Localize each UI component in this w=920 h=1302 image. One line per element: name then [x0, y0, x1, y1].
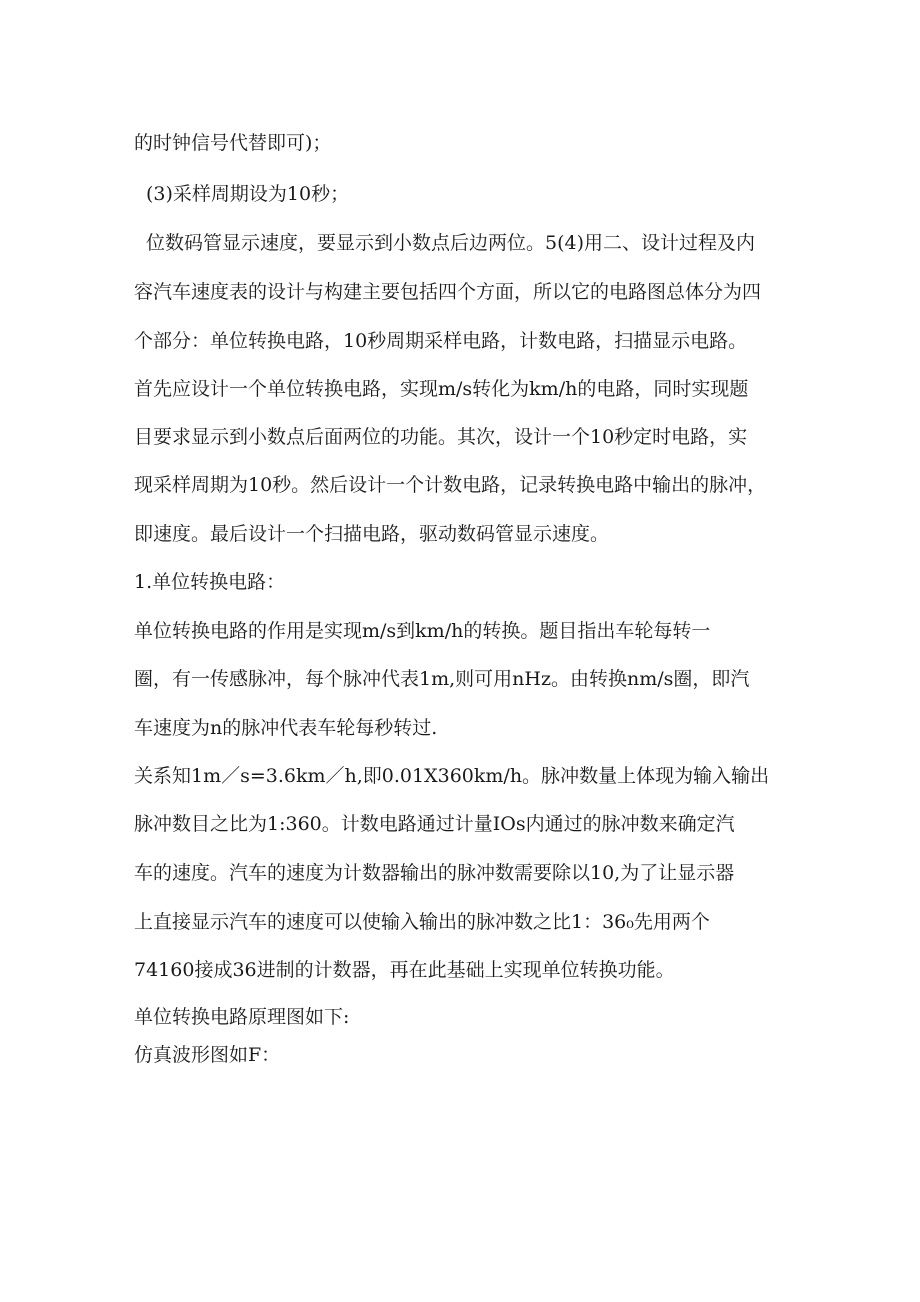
text-line: 单位转换电路原理图如下: — [134, 1006, 350, 1028]
text-line: 的时钟信号代替即可)； — [134, 132, 332, 154]
text-line: 首先应设计一个单位转换电路，实现m/s转化为km/h的电路，同时实现题 — [134, 378, 749, 400]
text-line: 74160接成36进制的计数器，再在此基础上实现单位转换功能。 — [134, 959, 675, 981]
text-line: 即速度。最后设计一个扫描电路，驱动数码管显示速度。 — [134, 523, 610, 545]
text-line: 目要求显示到小数点后面两位的功能。其次，设计一个10秒定时电路，实 — [134, 426, 748, 448]
text-line: 位数码管显示速度，要显示到小数点后边两位。5(4)用二、设计过程及内 — [146, 232, 756, 254]
section-heading: 1.单位转换电路： — [134, 571, 286, 593]
text-line: 容汽车速度表的设计与构建主要包括四个方面，所以它的电路图总体分为四 — [134, 281, 762, 303]
text-line: 车的速度。汽车的速度为计数器输出的脉冲数需要除以10,为了让显示器 — [134, 862, 735, 884]
text-line: 圈，有一传感脉冲，每个脉冲代表1m,则可用nHz。由转换nm/s圈，即汽 — [134, 668, 750, 690]
text-line: 单位转换电路的作用是实现m/s到km/h的转换。题目指出车轮每转一 — [134, 620, 711, 642]
text-line: (3)采样周期设为10秒； — [146, 183, 350, 205]
text-line: 仿真波形图如F： — [134, 1044, 281, 1066]
text-line: 车速度为n的脉冲代表车轮每秒转过. — [134, 717, 438, 739]
text-line: 现采样周期为10秒。然后设计一个计数电路，记录转换电路中输出的脉冲， — [134, 474, 767, 496]
text-line: 脉冲数目之比为1:360。计数电路通过计量IOs内通过的脉冲数来确定汽 — [134, 813, 735, 835]
text-line: 个部分：单位转换电路，10秒周期采样电路，计数电路，扫描显示电路。 — [134, 330, 748, 352]
text-line: 关系知1m／s=3.6km／h,即0.01X360km/h。脉冲数量上体现为输入输出 — [134, 765, 770, 787]
text-line: 上直接显示汽车的速度可以使输入输出的脉冲数之比1：36₀先用两个 — [134, 911, 710, 933]
